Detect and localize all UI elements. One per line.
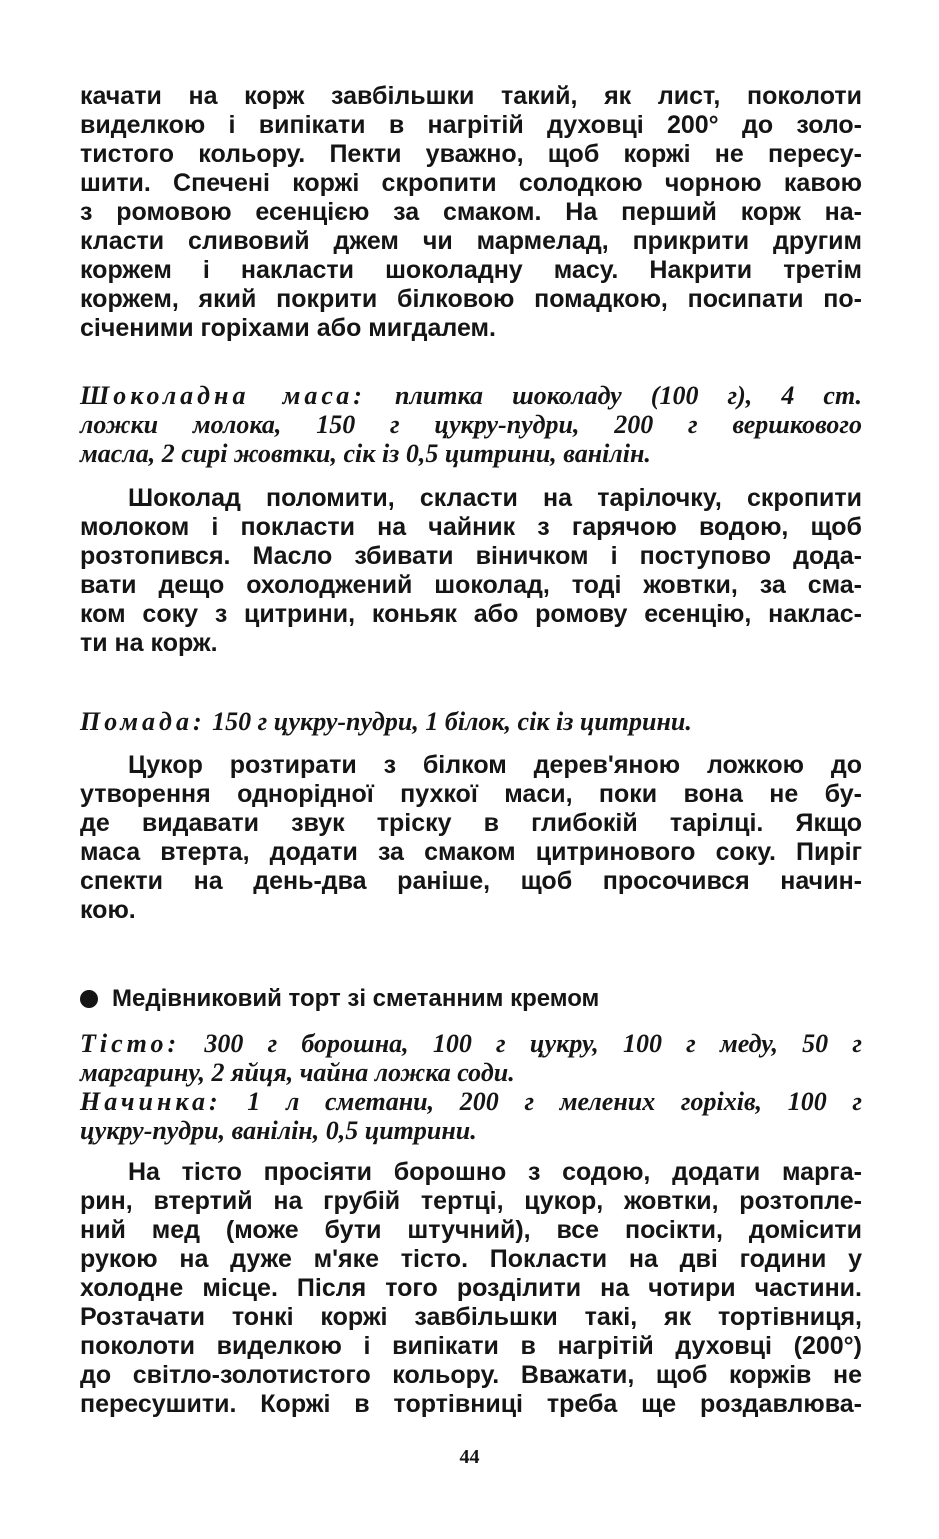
bullet-icon bbox=[80, 990, 98, 1008]
text-line: маса втерта, додати за смаком цитринового соку. Пиріг bbox=[80, 838, 862, 866]
text-line: тистого кольору. Пекти уважно, щоб коржі не пересу- bbox=[80, 140, 862, 168]
chocolate-mass-ingredients bbox=[80, 381, 862, 468]
paragraph-pomada bbox=[80, 751, 862, 925]
text-line: коржем і накласти шоколадну масу. Накрити третім bbox=[80, 256, 862, 284]
text-line: масла, 2 сирі жовтки, сік із 0,5 цитрини, ванілін. bbox=[80, 439, 651, 468]
text-line: утворення однорідної пухкої маси, поки вона не бу- bbox=[80, 780, 862, 808]
text-line: розтопився. Масло збивати віничком і поступово дода- bbox=[80, 542, 862, 570]
text-line: де видавати звук тріску в глибокій тарілці. Якщо bbox=[80, 809, 862, 837]
text-line: з ромовою есенцією за смаком. На перший корж на- bbox=[80, 198, 862, 226]
page-number: 44 bbox=[459, 1446, 480, 1468]
text-line: спекти на день-два раніше, щоб просочився начин- bbox=[80, 867, 862, 895]
paragraph-dough bbox=[80, 1158, 862, 1419]
text-line: маргарину, 2 яйця, чайна ложка соди. bbox=[80, 1058, 515, 1087]
text-line: пересушити. Коржі в тортівниці треба ще роздавлюва- bbox=[80, 1390, 862, 1418]
text-line: молоком і покласти на чайник з гарячою водою, щоб bbox=[80, 513, 862, 541]
text-line: Шоколад поломити, скласти на тарілочку, скропити bbox=[128, 484, 862, 512]
text-line: цукру-пудри, ванілін, 0,5 цитрини. bbox=[80, 1116, 477, 1145]
text-line: виделкою і випікати в нагрітій духовці 200° до золо- bbox=[80, 111, 862, 139]
ingredient-label: Шоколадна маса: bbox=[80, 381, 366, 410]
text-line: качати на корж завбільшки такий, як лист, поколоти bbox=[80, 82, 862, 110]
text-line: вати дещо охолоджений шоколад, тоді жовтки, за сма- bbox=[80, 571, 862, 599]
text-line: 300 г борошна, 100 г цукру, 100 г меду, 50 г bbox=[180, 1029, 862, 1058]
text-line: 150 г цукру-пудри, 1 білок, сік із цитрини. bbox=[205, 707, 692, 736]
text-line: класти сливовий джем чи мармелад, прикрити другим bbox=[80, 227, 862, 255]
ingredient-label: Начинка: bbox=[80, 1087, 222, 1116]
text-line: поколоти виделкою і випікати в нагрітій духовці (200°) bbox=[80, 1332, 862, 1360]
text-line: січеними горіхами або мигдалем. bbox=[80, 314, 496, 342]
text-line: рукою на дуже м'яке тісто. Покласти на дві години у bbox=[80, 1245, 862, 1273]
text-line: На тісто просіяти борошно з содою, додати марга- bbox=[128, 1158, 862, 1186]
text-line: ти на корж. bbox=[80, 629, 218, 657]
text-line: кою. bbox=[80, 896, 136, 924]
text-line: ний мед (може бути штучний), все посікти, домісити bbox=[80, 1216, 862, 1244]
text-line: Розтачати тонкі коржі завбільшки такі, як тортівниця, bbox=[80, 1303, 862, 1331]
text-line: коржем, який покрити білковою помадкою, посипати по- bbox=[80, 285, 862, 313]
ingredient-label: Помада: bbox=[80, 707, 206, 736]
text-line: ком соку з цитрини, коньяк або ромову есенцію, наклас- bbox=[80, 600, 862, 628]
text-line: холодне місце. Після того розділити на чотири частини. bbox=[80, 1274, 862, 1302]
recipe-heading bbox=[80, 984, 862, 1013]
pomada-ingredients bbox=[80, 707, 862, 736]
paragraph-intro bbox=[80, 82, 862, 343]
text-line: 1 л сметани, 200 г мелених горіхів, 100 г bbox=[221, 1087, 862, 1116]
text-line: до світло-золотистого кольору. Вважати, щоб коржів не bbox=[80, 1361, 862, 1389]
text-line: рин, втертий на грубій тертці, цукор, жовтки, розтопле- bbox=[80, 1187, 862, 1215]
text-line: шити. Спечені коржі скропити солодкою чорною кавою bbox=[80, 169, 862, 197]
cake-ingredients bbox=[80, 1029, 862, 1145]
text-line: ложки молока, 150 г цукру-пудри, 200 г вершкового bbox=[80, 410, 862, 439]
text-line: плитка шоколаду (100 г), 4 ст. bbox=[365, 381, 862, 410]
heading-text: Медівниковий торт зі сметанним кремом bbox=[112, 985, 600, 1012]
paragraph-chocolate bbox=[80, 484, 862, 658]
text-line: Цукор розтирати з білком дерев'яною ложкою до bbox=[128, 751, 862, 779]
ingredient-label: Тісто: bbox=[80, 1029, 181, 1058]
